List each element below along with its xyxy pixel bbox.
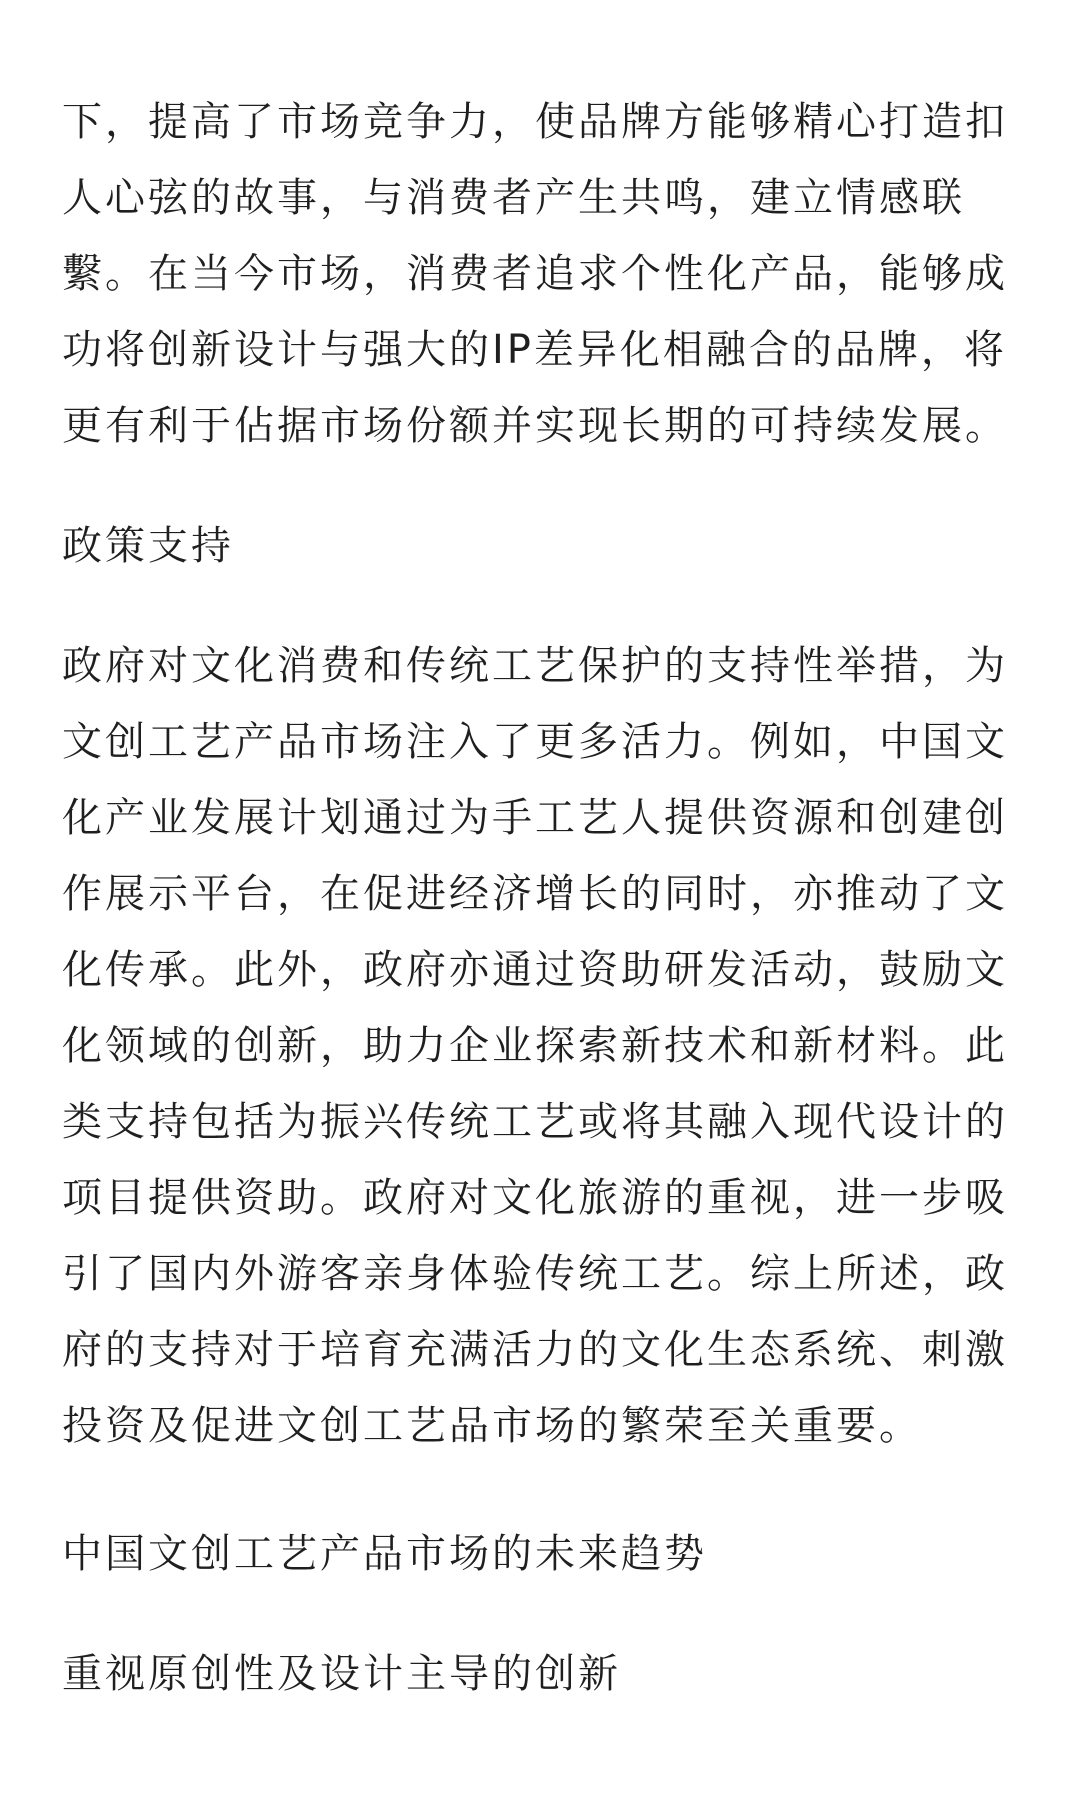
section-heading-policy-support: 政策支持 (62, 523, 234, 569)
paragraph-government-support: 政府对文化消费和传统工艺保护的支持性举措，为文创工艺产品市场注入了更多活力。例如，中国文化产业发展计划通过为手工艺人提供资源和创建创作展示平台，在促进经济增长的同时，亦推动了文化传承。此外，政府亦通过资助研发活动，鼓励文化领域的创新，助力企业探索新技术和新材料。此类支持包括为振兴传统工艺或将其融入现代设计的项目提供资助。政府对文化旅游的重视，进一步吸引了国内外游客亲身体验传统工艺。综上所述，政府的支持对于培育充满活力的文化生态系统、刺激投资及促进文创工艺品市场的繁荣至关重要。 (62, 643, 1008, 1449)
section-heading-future-trends: 中国文创工艺产品市场的未来趋势 (62, 1531, 707, 1577)
paragraph-brand-competition: 下，提高了市场竞争力，使品牌方能够精心打造扣人心弦的故事，与消费者产生共鸣，建立情感联繫。在当今市场，消费者追求个性化产品，能够成功将创新设计与强大的IP差异化相融合的品牌，将更有利于佔据市场份额并实现长期的可持续发展。 (62, 99, 1008, 449)
article-body (62, 84, 1030, 1756)
subheading-originality-innovation: 重视原创性及设计主导的创新 (62, 1651, 621, 1697)
